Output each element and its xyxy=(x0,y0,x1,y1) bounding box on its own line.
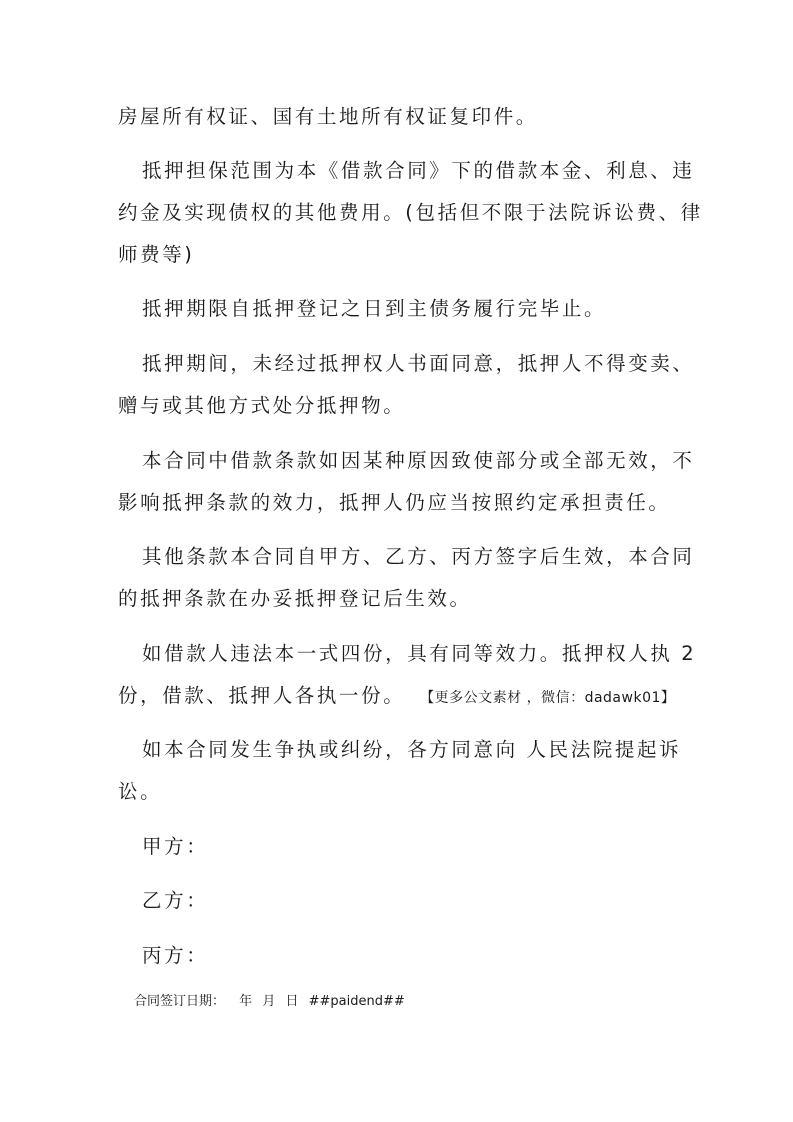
signing-date-label: 合同签订日期： xyxy=(134,994,226,1009)
party-b-label: 乙方： xyxy=(142,889,209,912)
text-line-9: 影响抵押条款的效力，抵押人仍应当按照约定承担责任。 xyxy=(118,491,671,514)
signing-date-day: 日 xyxy=(285,994,299,1009)
text-line-10: 其他条款本合同自甲方、乙方、丙方签字后生效，本合同 xyxy=(142,545,695,568)
text-line-12: 如借款人违法本一式四份，具有同等效力。抵押权人执 2 xyxy=(142,642,697,665)
text-line-13 xyxy=(118,686,675,706)
text-line-1: 房屋所有权证、国有土地所有权证复印件。 xyxy=(118,105,538,128)
text-line-7: 赠与或其他方式处分抵押物。 xyxy=(118,394,406,417)
text-line-3: 约金及实现债权的其他费用。(包括但不限于法院诉讼费、律 xyxy=(118,201,703,224)
signing-date-line xyxy=(134,995,411,1008)
signing-date-month: 月 xyxy=(262,994,276,1009)
text-line-13-main: 份，借款、抵押人各执一份。 xyxy=(118,684,406,707)
party-c-label: 丙方： xyxy=(142,944,209,967)
watermark-note: 【更多公文素材 ，微信：dadawk01】 xyxy=(420,690,676,706)
text-line-4: 师费等) xyxy=(118,243,195,266)
text-line-6: 抵押期间，未经过抵押权人书面同意，抵押人不得变卖、 xyxy=(142,352,695,375)
text-line-14: 如本合同发生争执或纠纷，各方同意向 人民法院提起诉 xyxy=(142,738,682,761)
text-line-15: 讼。 xyxy=(118,780,163,803)
text-line-2: 抵押担保范围为本《借款合同》下的借款本金、利息、违 xyxy=(142,159,695,182)
text-line-8: 本合同中借款条款如因某种原因致使部分或全部无效，不 xyxy=(142,449,695,472)
paid-end-tag: ##paidend## xyxy=(308,994,405,1009)
text-line-5: 抵押期限自抵押登记之日到主债务履行完毕止。 xyxy=(142,297,607,320)
text-line-11: 的抵押条款在办妥抵押登记后生效。 xyxy=(118,587,472,610)
signing-date-year: 年 xyxy=(239,994,253,1009)
party-a-label: 甲方： xyxy=(142,835,209,858)
